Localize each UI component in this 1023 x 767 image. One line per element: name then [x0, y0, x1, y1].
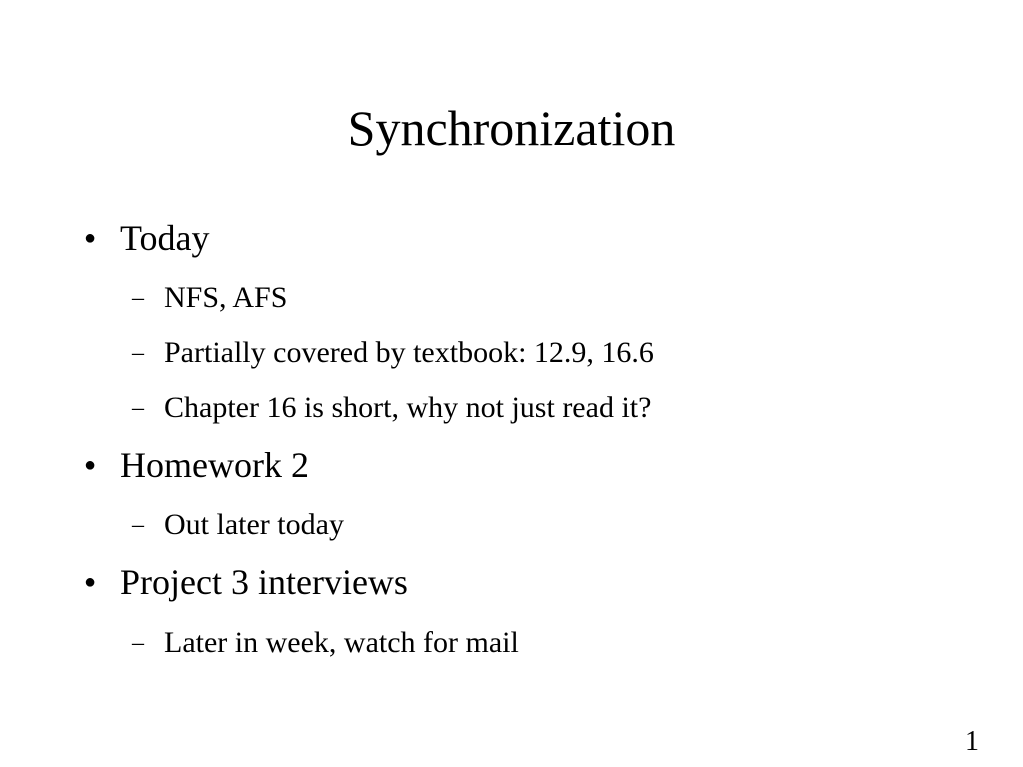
- bullet-icon: ●: [84, 227, 97, 249]
- bullet-icon: ●: [84, 571, 97, 593]
- bullet-text: Project 3 interviews: [120, 562, 408, 602]
- bullet-text: Homework 2: [120, 445, 309, 485]
- sub-item-text: Out later today: [164, 508, 344, 541]
- sub-item-text: Chapter 16 is short, why not just read it?: [164, 391, 652, 424]
- slide-title: Synchronization: [347, 100, 676, 156]
- dash-icon: –: [132, 512, 144, 538]
- dash-icon: –: [132, 395, 144, 421]
- bullet-icon: ●: [84, 454, 97, 476]
- dash-icon: –: [132, 630, 144, 656]
- sub-item-text: Partially covered by textbook: 12.9, 16.6: [164, 336, 654, 369]
- page-number: 1: [965, 726, 979, 757]
- bullet-text: Today: [120, 218, 210, 258]
- sub-item-text: NFS, AFS: [164, 281, 288, 314]
- sub-item-text: Later in week, watch for mail: [164, 626, 519, 659]
- dash-icon: –: [132, 285, 144, 311]
- dash-icon: –: [132, 340, 144, 366]
